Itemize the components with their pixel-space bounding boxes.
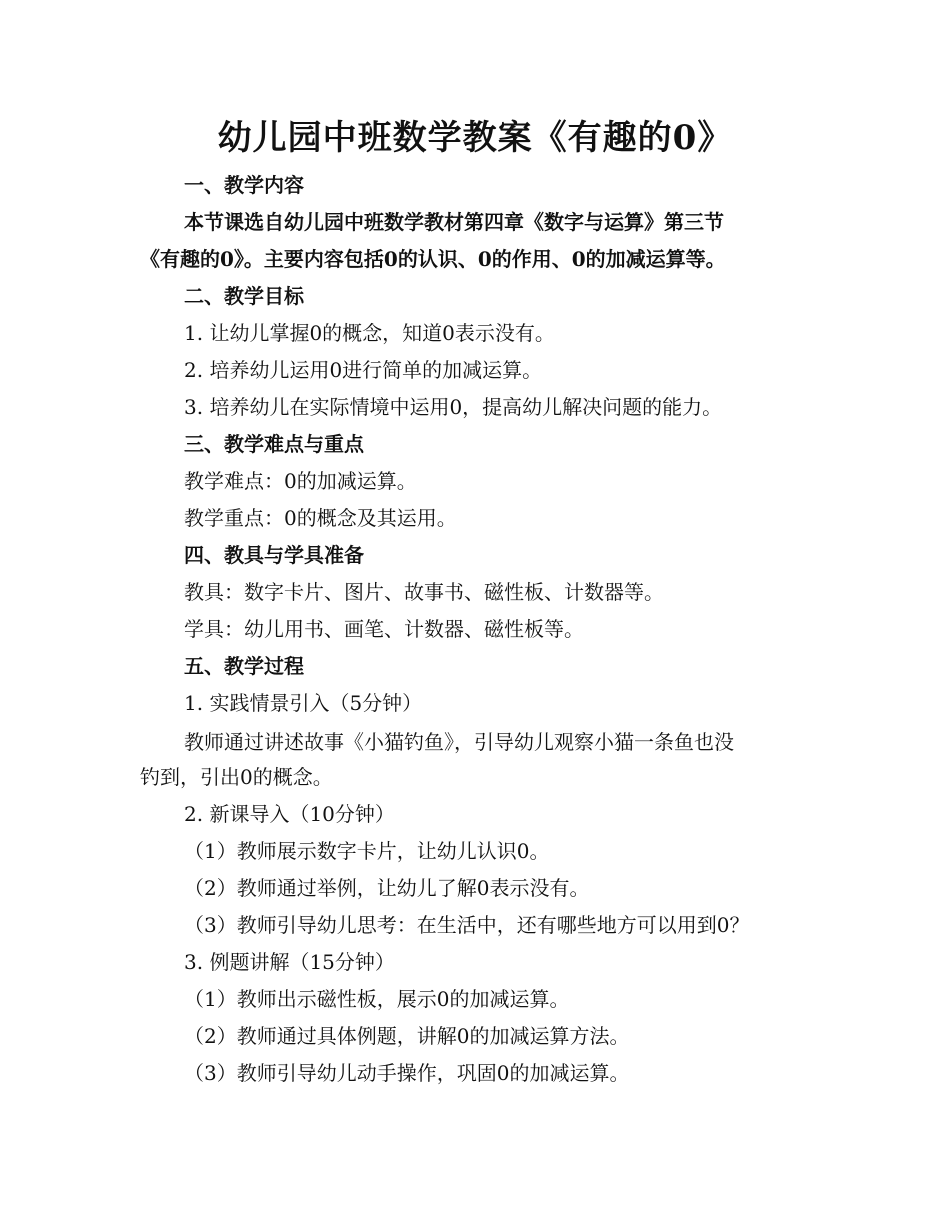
goal-item-1: 1. 让幼儿掌握0的概念，知道0表示没有。 <box>184 321 555 345</box>
goal-item-3: 3. 培养幼儿在实际情境中运用0，提高幼儿解决问题的能力。 <box>184 395 723 419</box>
step2-title: 2. 新课导入（10分钟） <box>184 802 395 826</box>
section-heading-teaching-goals: 二、教学目标 <box>184 284 304 308</box>
teacher-tools-text: 教具：数字卡片、图片、故事书、磁性板、计数器等。 <box>184 580 664 604</box>
focus-text: 教学重点：0的概念及其运用。 <box>184 506 457 530</box>
step3-item-3: （3）教师引导幼儿动手操作，巩固0的加减运算。 <box>184 1061 630 1085</box>
step2-item-1: （1）教师展示数字卡片，让幼儿认识0。 <box>184 839 550 863</box>
step2-item-3: （3）教师引导幼儿思考：在生活中，还有哪些地方可以用到0？ <box>184 913 750 937</box>
goal-item-2: 2. 培养幼儿运用0进行简单的加减运算。 <box>184 358 543 382</box>
step3-title: 3. 例题讲解（15分钟） <box>184 950 395 974</box>
step1-paragraph-line-1: 教师通过讲述故事《小猫钓鱼》，引导幼儿观察小猫一条鱼也没 <box>184 730 734 754</box>
step1-paragraph-line-2: 钓到，引出0的概念。 <box>140 765 333 789</box>
step1-title: 1. 实践情景引入（5分钟） <box>184 691 423 715</box>
difficulty-text: 教学难点：0的加减运算。 <box>184 469 417 493</box>
step3-item-2: （2）教师通过具体例题，讲解0的加减运算方法。 <box>184 1024 630 1048</box>
section-heading-difficulty-focus: 三、教学难点与重点 <box>184 432 364 456</box>
content-paragraph-line-2: 《有趣的0》。主要内容包括0的认识、0的作用、0的加减运算等。 <box>140 247 726 271</box>
student-tools-text: 学具：幼儿用书、画笔、计数器、磁性板等。 <box>184 617 584 641</box>
step3-item-1: （1）教师出示磁性板，展示0的加减运算。 <box>184 987 570 1011</box>
step2-item-2: （2）教师通过举例，让幼儿了解0表示没有。 <box>184 876 590 900</box>
document-title: 幼儿园中班数学教案《有趣的0》 <box>217 118 733 158</box>
section-heading-teaching-process: 五、教学过程 <box>184 654 304 678</box>
section-heading-teaching-content: 一、教学内容 <box>184 173 304 197</box>
section-heading-tools: 四、教具与学具准备 <box>184 543 364 567</box>
content-paragraph-line-1: 本节课选自幼儿园中班数学教材第四章《数字与运算》第三节 <box>184 210 724 234</box>
